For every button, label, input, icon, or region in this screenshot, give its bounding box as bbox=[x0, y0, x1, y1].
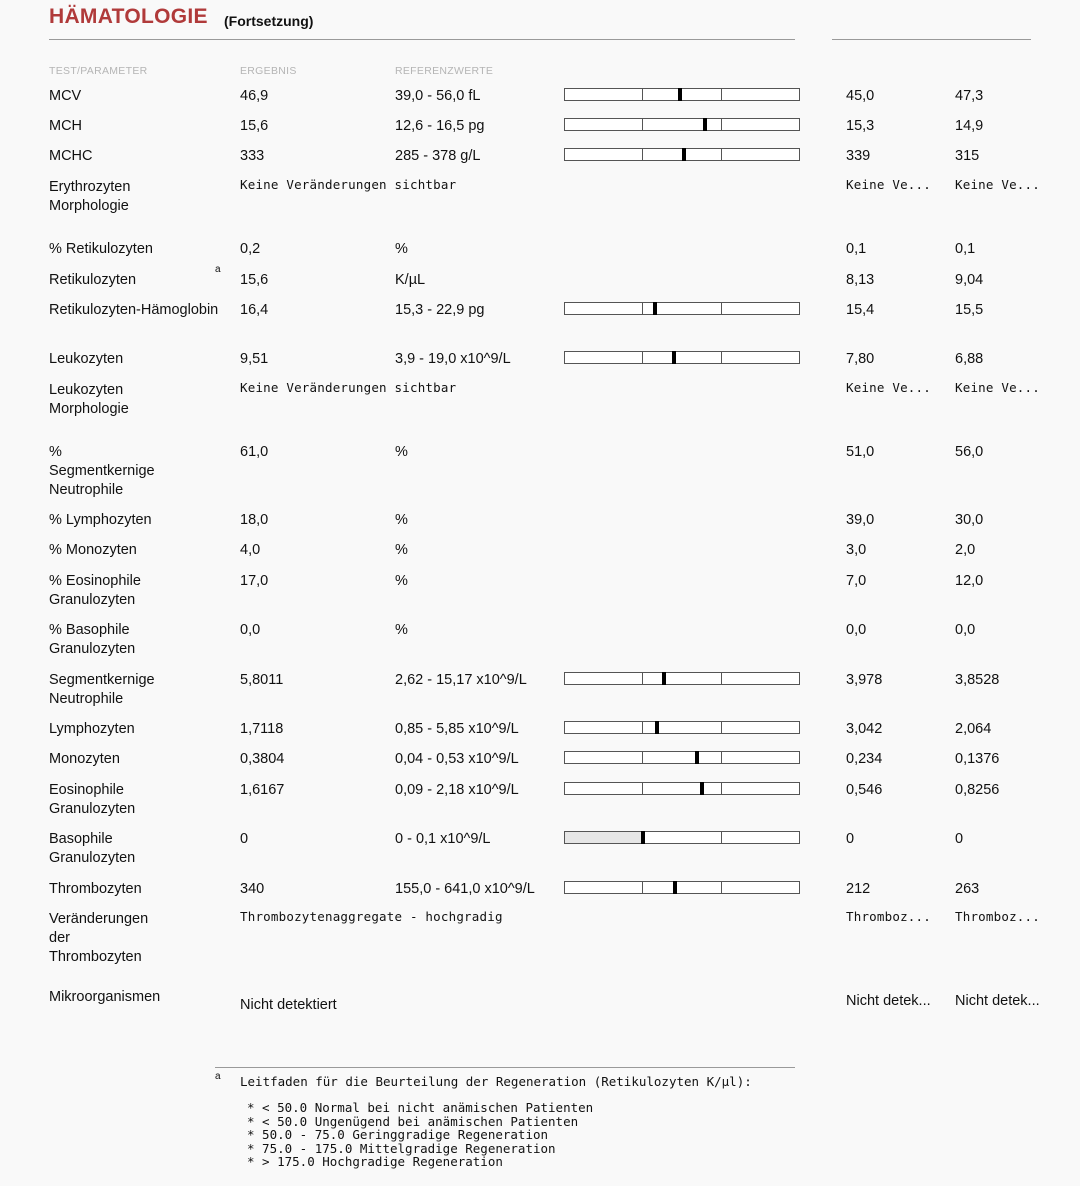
reference-range: 15,3 - 22,9 pg bbox=[395, 302, 485, 318]
parameter-name-line: % Basophile bbox=[49, 622, 130, 638]
parameter-name-line: % Lymphozyten bbox=[49, 512, 152, 528]
range-bar-divider bbox=[642, 149, 643, 160]
range-bar bbox=[564, 782, 800, 795]
result-value: 4,0 bbox=[240, 542, 261, 558]
result-value: 0 bbox=[240, 831, 249, 847]
reference-range: 155,0 - 641,0 x10^9/L bbox=[395, 881, 535, 897]
range-bar-divider bbox=[721, 149, 722, 160]
previous-result-1: 212 bbox=[846, 881, 871, 897]
parameter-name-line: Mikroorganismen bbox=[49, 989, 161, 1005]
previous-result-1: 7,0 bbox=[846, 573, 867, 589]
range-bar bbox=[564, 751, 800, 764]
previous-result-2: Nicht detek... bbox=[955, 993, 1040, 1009]
range-bar-marker bbox=[655, 721, 659, 734]
range-bar-divider bbox=[721, 783, 722, 794]
result-value: Keine Veränderungen sichtbar bbox=[240, 380, 457, 395]
reference-range: % bbox=[395, 542, 408, 558]
parameter-name bbox=[49, 443, 155, 500]
previous-result-2: 47,3 bbox=[955, 88, 984, 104]
parameter-name bbox=[49, 781, 135, 819]
header-rule-previous bbox=[832, 39, 1031, 40]
parameter-name-line: Veränderungen bbox=[49, 911, 149, 927]
reference-range: % bbox=[395, 444, 408, 460]
footnote-marker: a bbox=[215, 1071, 221, 1082]
reference-range: % bbox=[395, 512, 408, 528]
result-value: 0,3804 bbox=[240, 751, 285, 767]
previous-result-1: 3,042 bbox=[846, 721, 883, 737]
footnote-item: * < 50.0 Ungenügend bei anämischen Patienten bbox=[247, 1113, 579, 1129]
result-value: 15,6 bbox=[240, 118, 269, 134]
footnote-item: * < 50.0 Normal bei nicht anämischen Patienten bbox=[247, 1100, 594, 1115]
result-value: 1,6167 bbox=[240, 782, 285, 798]
footnote-item: * 50.0 - 75.0 Geringgradige Regeneration bbox=[247, 1127, 549, 1143]
parameter-name bbox=[49, 178, 130, 216]
reference-range: 2,62 - 15,17 x10^9/L bbox=[395, 672, 527, 688]
parameter-name-line: Granulozyten bbox=[49, 641, 136, 657]
result-value: 9,51 bbox=[240, 351, 269, 367]
range-bar-divider bbox=[721, 89, 722, 100]
section-title: HÄMATOLOGIE bbox=[49, 5, 208, 28]
previous-result-2: 30,0 bbox=[955, 512, 984, 528]
parameter-name-line: Retikulozyten-Hämoglobin bbox=[49, 302, 219, 318]
previous-result-1: 7,80 bbox=[846, 351, 875, 367]
parameter-name-line: MCV bbox=[49, 88, 82, 104]
range-bar bbox=[564, 148, 800, 161]
parameter-name bbox=[49, 621, 135, 659]
range-bar-divider bbox=[642, 352, 643, 363]
parameter-name-line: Granulozyten bbox=[49, 592, 136, 608]
parameter-name-line: Thrombozyten bbox=[49, 881, 142, 897]
result-value: 46,9 bbox=[240, 88, 269, 104]
range-bar-divider bbox=[721, 303, 722, 314]
parameter-name-line: Monozyten bbox=[49, 751, 120, 767]
parameter-name bbox=[49, 240, 153, 259]
result-value: 0,0 bbox=[240, 622, 261, 638]
range-bar-divider bbox=[721, 352, 722, 363]
result-value: 0,2 bbox=[240, 241, 261, 257]
range-bar-divider bbox=[721, 832, 722, 843]
range-bar-divider bbox=[721, 882, 722, 893]
range-bar bbox=[564, 302, 800, 315]
footnote-list bbox=[247, 1101, 593, 1169]
parameter-name-line: Segmentkernige bbox=[49, 463, 155, 479]
range-bar-divider bbox=[721, 722, 722, 733]
parameter-name-line: Morphologie bbox=[49, 401, 129, 417]
previous-result-1: 0,1 bbox=[846, 241, 867, 257]
parameter-name-line: % bbox=[49, 444, 62, 460]
parameter-name-line: % Monozyten bbox=[49, 542, 137, 558]
parameter-name-line: Erythrozyten bbox=[49, 179, 131, 195]
column-header-result: ERGEBNIS bbox=[240, 65, 297, 77]
previous-result-2: 0,1376 bbox=[955, 751, 1000, 767]
range-bar-marker bbox=[700, 782, 704, 795]
range-bar bbox=[564, 672, 800, 685]
range-bar-marker bbox=[695, 751, 699, 764]
parameter-name bbox=[49, 671, 155, 709]
parameter-name bbox=[49, 350, 123, 369]
range-bar-divider bbox=[642, 303, 643, 314]
parameter-name bbox=[49, 572, 141, 610]
parameter-name-line: Thrombozyten bbox=[49, 949, 142, 965]
parameter-name-line: Retikulozyten bbox=[49, 272, 137, 288]
result-value: 61,0 bbox=[240, 444, 269, 460]
parameter-name bbox=[49, 750, 120, 769]
result-value: Nicht detektiert bbox=[240, 997, 337, 1013]
previous-result-2: 0 bbox=[955, 831, 964, 847]
result-value: Thrombozytenaggregate - hochgradig bbox=[240, 909, 503, 924]
parameter-name-line: Leukozyten bbox=[49, 351, 124, 367]
reference-range: % bbox=[395, 241, 408, 257]
footnote-title: Leitfaden für die Beurteilung der Regeneration (Retikulozyten K/µl): bbox=[240, 1074, 752, 1089]
previous-result-2: Keine Ve... bbox=[955, 380, 1040, 395]
previous-result-2: 0,1 bbox=[955, 241, 976, 257]
parameter-name-line: Basophile bbox=[49, 831, 113, 847]
reference-range: 39,0 - 56,0 fL bbox=[395, 88, 481, 104]
previous-result-1: Keine Ve... bbox=[846, 380, 931, 395]
previous-result-2: 14,9 bbox=[955, 118, 984, 134]
range-bar-marker bbox=[678, 88, 682, 101]
parameter-name bbox=[49, 87, 81, 106]
range-bar-marker bbox=[682, 148, 686, 161]
result-value: 5,8011 bbox=[240, 672, 284, 688]
previous-result-1: Thromboz... bbox=[846, 909, 931, 924]
range-bar-divider bbox=[721, 119, 722, 130]
previous-result-1: Nicht detek... bbox=[846, 993, 931, 1009]
section-subtitle: (Fortsetzung) bbox=[224, 13, 314, 29]
parameter-name bbox=[49, 830, 135, 868]
previous-result-1: 39,0 bbox=[846, 512, 875, 528]
previous-result-1: 339 bbox=[846, 148, 871, 164]
previous-result-2: 3,8528 bbox=[955, 672, 1000, 688]
result-value: 17,0 bbox=[240, 573, 269, 589]
parameter-name-line: Segmentkernige bbox=[49, 672, 155, 688]
previous-result-2: 6,88 bbox=[955, 351, 984, 367]
result-value: 15,6 bbox=[240, 272, 269, 288]
previous-result-1: 15,3 bbox=[846, 118, 875, 134]
previous-result-1: 3,978 bbox=[846, 672, 883, 688]
previous-result-2: 263 bbox=[955, 881, 980, 897]
reference-range: % bbox=[395, 622, 408, 638]
parameter-name-line: Granulozyten bbox=[49, 801, 136, 817]
range-bar-marker bbox=[662, 672, 666, 685]
parameter-name bbox=[49, 541, 137, 560]
previous-result-1: 8,13 bbox=[846, 272, 875, 288]
reference-range: 0,04 - 0,53 x10^9/L bbox=[395, 751, 519, 767]
parameter-name-line: % Eosinophile bbox=[49, 573, 141, 589]
parameter-name bbox=[49, 880, 142, 899]
footnote-item: * > 175.0 Hochgradige Regeneration bbox=[247, 1154, 503, 1170]
parameter-name-line: MCH bbox=[49, 118, 83, 134]
range-bar-marker bbox=[672, 351, 676, 364]
result-value: 340 bbox=[240, 881, 265, 897]
range-bar-divider bbox=[721, 673, 722, 684]
reference-range: 12,6 - 16,5 pg bbox=[395, 118, 485, 134]
range-bar-divider bbox=[642, 89, 643, 100]
range-bar bbox=[564, 721, 800, 734]
previous-result-2: 2,0 bbox=[955, 542, 976, 558]
range-bar-divider bbox=[642, 722, 643, 733]
footnote-marker: a bbox=[215, 264, 221, 275]
parameter-name bbox=[49, 117, 82, 136]
range-bar-marker bbox=[653, 302, 657, 315]
previous-result-1: Keine Ve... bbox=[846, 177, 931, 192]
parameter-name-line: MCHC bbox=[49, 148, 93, 164]
range-bar bbox=[564, 881, 800, 894]
parameter-name bbox=[49, 271, 136, 290]
range-bar-divider bbox=[642, 673, 643, 684]
parameter-name-line: Lymphozyten bbox=[49, 721, 135, 737]
parameter-name-line: Morphologie bbox=[49, 198, 129, 214]
reference-range: 0,85 - 5,85 x10^9/L bbox=[395, 721, 519, 737]
previous-result-2: 2,064 bbox=[955, 721, 992, 737]
parameter-name bbox=[49, 147, 93, 166]
range-bar-divider bbox=[642, 752, 643, 763]
reference-range: 0,09 - 2,18 x10^9/L bbox=[395, 782, 519, 798]
parameter-name bbox=[49, 301, 218, 320]
previous-result-2: Thromboz... bbox=[955, 909, 1040, 924]
previous-result-1: 0,0 bbox=[846, 622, 867, 638]
parameter-name bbox=[49, 511, 152, 530]
previous-result-2: 15,5 bbox=[955, 302, 984, 318]
range-bar-marker bbox=[673, 881, 677, 894]
reference-range: % bbox=[395, 573, 408, 589]
column-header-parameter: TEST/PARAMETER bbox=[49, 65, 148, 77]
parameter-name bbox=[49, 910, 148, 967]
parameter-name-line: der bbox=[49, 930, 70, 946]
reference-range: 285 - 378 g/L bbox=[395, 148, 481, 164]
range-bar bbox=[564, 831, 800, 844]
range-bar-marker bbox=[641, 831, 645, 844]
previous-result-1: 0,234 bbox=[846, 751, 883, 767]
previous-result-2: 0,8256 bbox=[955, 782, 1000, 798]
range-bar bbox=[564, 88, 800, 101]
previous-result-2: 9,04 bbox=[955, 272, 984, 288]
result-value: 1,7118 bbox=[240, 721, 284, 737]
reference-range: 3,9 - 19,0 x10^9/L bbox=[395, 351, 511, 367]
range-bar-marker bbox=[703, 118, 707, 131]
previous-result-2: 315 bbox=[955, 148, 980, 164]
parameter-name-line: Neutrophile bbox=[49, 482, 124, 498]
result-value: 16,4 bbox=[240, 302, 269, 318]
parameter-name bbox=[49, 720, 135, 739]
reference-range: K/µL bbox=[395, 272, 426, 288]
range-bar-divider bbox=[721, 752, 722, 763]
previous-result-1: 51,0 bbox=[846, 444, 875, 460]
parameter-name-line: Granulozyten bbox=[49, 850, 136, 866]
previous-result-2: 12,0 bbox=[955, 573, 984, 589]
header-rule-main bbox=[49, 39, 795, 40]
result-value: 333 bbox=[240, 148, 265, 164]
previous-result-1: 0,546 bbox=[846, 782, 883, 798]
previous-result-1: 45,0 bbox=[846, 88, 875, 104]
parameter-name-line: Neutrophile bbox=[49, 691, 124, 707]
footnote-rule bbox=[215, 1067, 795, 1068]
parameter-name-line: Eosinophile bbox=[49, 782, 124, 798]
parameter-name bbox=[49, 381, 129, 419]
previous-result-1: 3,0 bbox=[846, 542, 867, 558]
range-bar bbox=[564, 118, 800, 131]
result-value: Keine Veränderungen sichtbar bbox=[240, 177, 457, 192]
range-bar-divider bbox=[642, 783, 643, 794]
previous-result-2: Keine Ve... bbox=[955, 177, 1040, 192]
range-bar bbox=[564, 351, 800, 364]
parameter-name-line: % Retikulozyten bbox=[49, 241, 153, 257]
footnote-item: * 75.0 - 175.0 Mittelgradige Regeneration bbox=[247, 1140, 556, 1156]
previous-result-1: 15,4 bbox=[846, 302, 875, 318]
range-bar-divider bbox=[642, 882, 643, 893]
previous-result-2: 0,0 bbox=[955, 622, 976, 638]
parameter-name-line: Leukozyten bbox=[49, 382, 124, 398]
previous-result-1: 0 bbox=[846, 831, 855, 847]
result-value: 18,0 bbox=[240, 512, 269, 528]
previous-result-2: 56,0 bbox=[955, 444, 984, 460]
column-header-reference: REFERENZWERTE bbox=[395, 65, 494, 77]
range-bar-divider bbox=[642, 119, 643, 130]
reference-range: 0 - 0,1 x10^9/L bbox=[395, 831, 491, 847]
parameter-name bbox=[49, 988, 160, 1007]
